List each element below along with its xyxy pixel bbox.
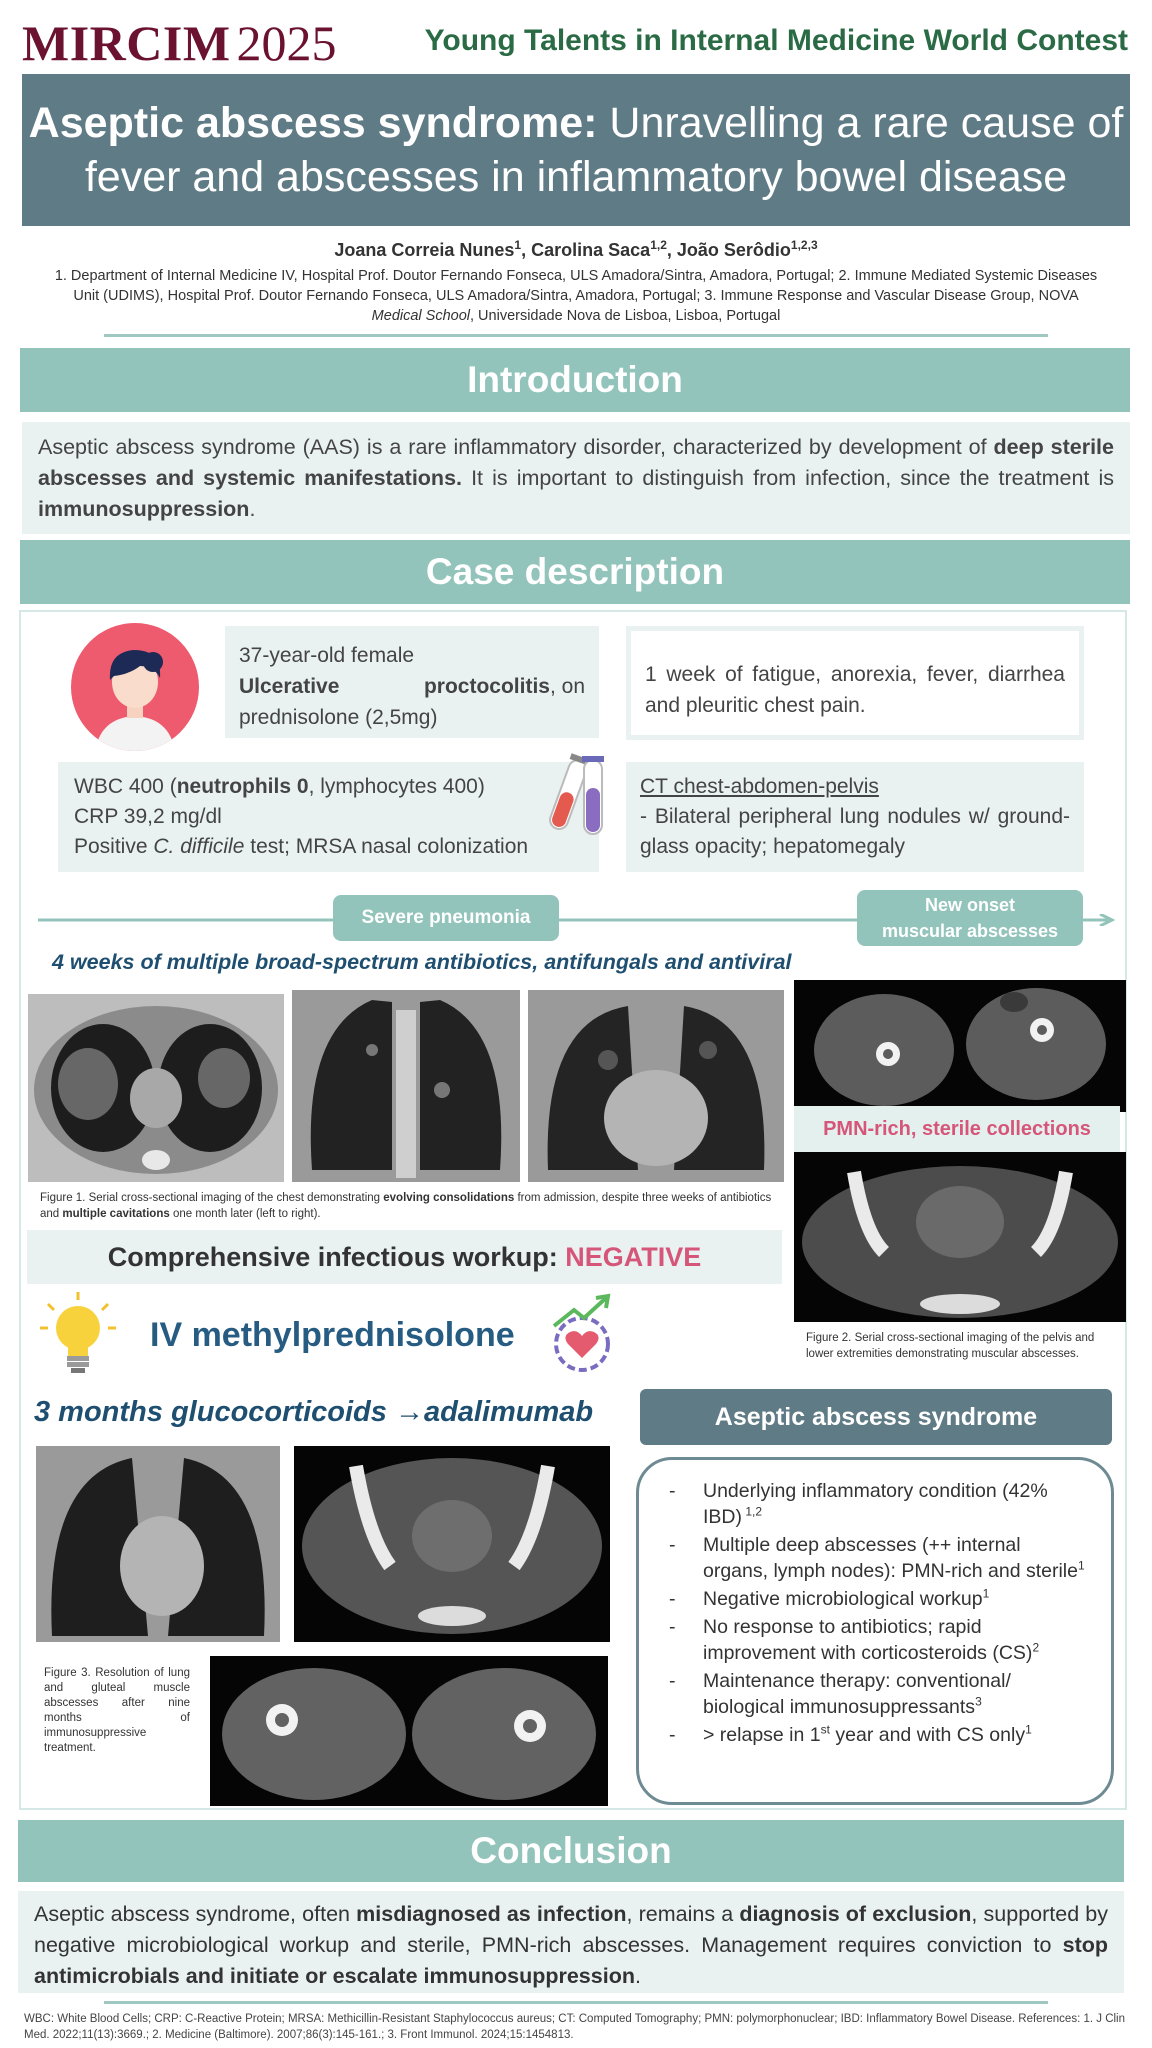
aas-summary-heading: Aseptic abscess syndrome [640,1389,1112,1445]
title-bold: Aseptic abscess syndrome: [28,99,598,147]
symptoms-text: 1 week of fatigue, anorexia, fever, diarrhea and pleuritic chest pain. [631,631,1079,735]
aas-item: - Multiple deep abscesses (++ internal organs, lymph nodes): PMN-rich and sterile$^1$ [669,1532,1089,1584]
glucocorticoids-adalimumab-text: 3 months glucocorticoids →adalimumab [34,1396,594,1428]
patient-avatar-icon [70,622,200,752]
aas-summary-box [636,1457,1114,1805]
mircim-logo: MIRCIM 2025 [22,15,337,71]
pmn-collections-label: PMN-rich, sterile collections [794,1106,1120,1152]
lightbulb-icon [38,1290,118,1378]
header-divider [104,334,1048,337]
severe-pneumonia-label: Severe pneumonia [333,895,559,941]
conclusion-text: Aseptic abscess syndrome, often misdiagnosed as infection, remains a diagnosis of exclusion, supported by negative microbiological workup and sterile, PMN-rich abscesses. Management requires conviction to stop antimicrobials and initiate or escalate immunosuppression. [18,1891,1124,1993]
patient-info: 37-year-old female Ulcerative proctocolitis, on prednisolone (2,5mg) [225,626,599,738]
follow-up-thigh-ct-image [210,1656,608,1806]
antibiotic-course-text: 4 weeks of multiple broad-spectrum antibiotics, antifungals and antiviral [52,950,792,974]
chest-ct-image-2 [292,990,520,1182]
symptoms-box [626,626,1084,740]
affiliations: 1. Department of Internal Medicine IV, Hospital Prof. Doutor Fernando Fonseca, ULS Amadora/Sintra, Amadora, Portugal; 2. Immune Mediated Systemic Diseases Unit (UDIMS), Hospital Prof. Doutor Fernando Fonseca, ULS Amadora/Sintra, Amadora, Portugal; 3. Immune Response and Vascular Disease Group, NOVA Medical School, Universidade Nova de Lisboa, Lisboa, Portugal [54,268,1098,324]
aas-item: - Maintenance therapy: conventional/ biological immunosuppressants$^3$ [669,1668,1089,1720]
ct-findings: CT chest-abdomen-pelvis - Bilateral peripheral lung nodules w/ ground-glass opacity; hepatomegaly [626,762,1084,872]
heart-gear-icon [548,1292,622,1376]
infectious-workup-result: Comprehensive infectious workup: NEGATIVE [27,1230,782,1284]
abbreviations-references: WBC: White Blood Cells; CRP: C-Reactive Protein; MRSA: Methicillin-Resistant Staphylococcus aureus; CT: Computed Tomography; PMN: polymorphonuclear; IBD: Inflammatory Bowel Disease. References: 1. J Clin Med. 2022;11(13):3669.; 2. Medicine (Baltimore). 2007;86(3):145-161.; 3. Front Immunol. 2024;15:1454813. [24,2013,1126,2041]
figure-2-caption: Figure 2. Serial cross-sectional imaging of the pelvis and lower extremities demonstrating muscular abscesses. [806,1332,1095,1360]
chest-ct-image-3 [528,990,784,1182]
muscular-abscesses-label: New onset muscular abscesses [857,890,1083,946]
footer-divider [104,2001,1048,2004]
intro-text: Aseptic abscess syndrome (AAS) is a rare inflammatory disorder, characterized by development of deep sterile abscesses and systemic manifestations. It is important to distinguish from infection, since the treatment is immunosuppression. [22,422,1130,534]
labs-box: WBC 400 (neutrophils 0, lymphocytes 400) CRP 39,2 mg/dl Positive C. difficile test; MRSA nasal colonization [58,762,599,872]
aas-item: - > relapse in 1st year and with CS only$^1$ [669,1722,1089,1748]
case-heading: Case description [20,540,1130,604]
title-rest: Unravelling a rare cause of fever and abscesses in inflammatory bowel disease [84,99,1124,201]
aas-item: - Underlying inflammatory condition (42% IBD) $^{1,2}$ [669,1478,1089,1530]
follow-up-chest-ct-image [36,1446,280,1642]
pelvis-ct-image [794,1152,1126,1322]
iv-methylprednisolone-text: IV methylprednisolone [150,1316,515,1354]
figure-1-caption: Figure 1. Serial cross-sectional imaging of the chest demonstrating evolving consolidations from admission, despite three weeks of antibiotics and multiple cavitations one month later (left to right). [40,1192,772,1220]
aas-item: - Negative microbiological workup$^1$ [669,1586,1089,1612]
poster-title [22,74,1130,226]
conclusion-heading: Conclusion [18,1820,1124,1882]
test-tubes-icon [546,748,610,844]
follow-up-pelvis-ct-image [294,1446,610,1642]
aas-item: - No response to antibiotics; rapid improvement with corticosteroids (CS)$^2$ [669,1614,1089,1666]
figure-3-caption: Figure 3. Resolution of lung and gluteal muscle abscesses after nine months of immunosuppressive treatment. [44,1667,190,1754]
author-list: Joana Correia Nunes$^1$, Carolina Saca$^{1,2}$, João Serôdio$^{1,2,3}$ [334,238,818,260]
lower-extremity-ct-image [794,980,1126,1112]
chest-ct-image-1 [28,994,284,1182]
contest-title: Young Talents in Internal Medicine World Contest [424,24,1128,57]
intro-heading: Introduction [20,348,1130,412]
